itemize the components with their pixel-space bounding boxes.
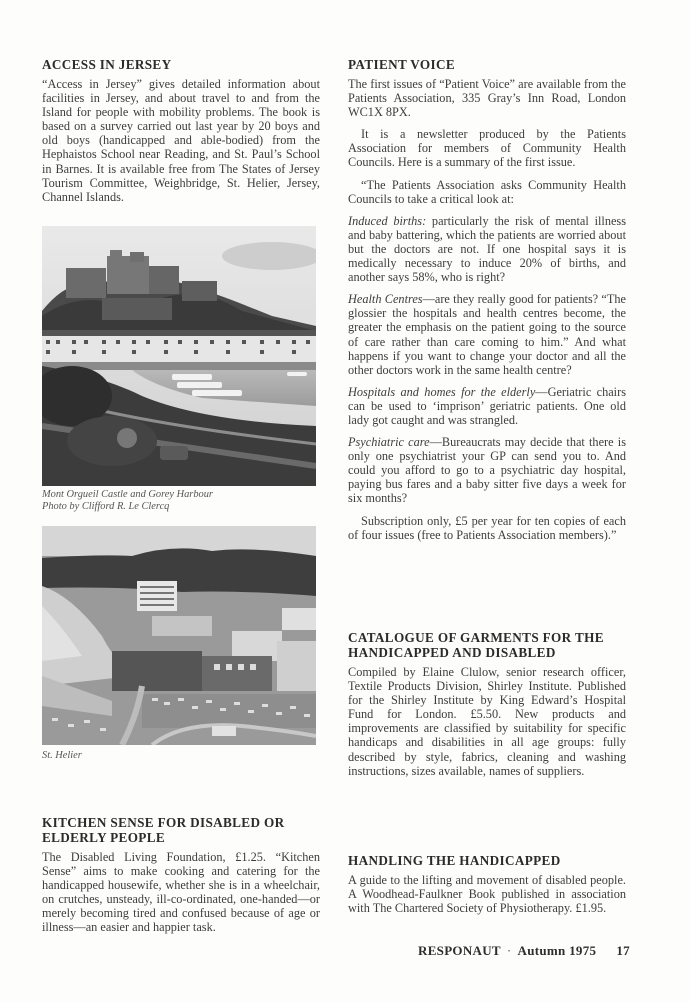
item-topic: Hospitals and homes for the elderly [348, 384, 536, 399]
item-topic: Health Centres [348, 292, 423, 307]
st-helier-aerial-image [42, 526, 316, 745]
page-footer [418, 943, 630, 959]
body-handling-the-handicapped: A guide to the lifting and movement of disabled people. A Woodhead-Faulkner Book published in association with The Chartered Society of Physiotherapy. £1.95. [348, 873, 626, 916]
heading-catalogue-of-garments [348, 630, 626, 660]
patient-voice-para-2: It is a newsletter produced by the Patients Association for members of Community Health Councils. Here is a summary of the first issue. [348, 127, 626, 170]
issue-date: Autumn 1975 [517, 943, 597, 958]
caption-line-credit: Photo by Clifford R. Le Clercq [42, 500, 170, 512]
patient-voice-item [348, 214, 626, 284]
heading-line-1: CATALOGUE OF GARMENTS FOR THE [348, 630, 604, 645]
photo-mont-orgueil-castle [42, 226, 316, 486]
patient-voice-item [348, 385, 626, 427]
photo-st-helier [42, 526, 316, 745]
patient-voice-para-3: “The Patients Association asks Community Health Councils to take a critical look at: [348, 177, 626, 206]
footer-separator: · [506, 943, 512, 958]
article-patient-voice [348, 57, 626, 550]
item-text: —Geriatric chairs can be used to ‘imprison’ geriatric patients. One old lady got caught and was strangled. [348, 384, 626, 427]
caption-line-title: Mont Orgueil Castle and Gorey Harbour [42, 489, 213, 500]
item-topic: Psychiatric care [348, 435, 430, 450]
caption-line-title: St. Helier [42, 750, 82, 761]
heading-line-2: HANDICAPPED AND DISABLED [348, 645, 556, 660]
caption-mont-orgueil [42, 489, 320, 512]
article-catalogue-of-garments [348, 630, 626, 786]
item-text: —are they really good for patients? “The glossier the hospitals and health centres become, the greater the emphasis on the patient going to the source of care rather than care coming to him.” And what happens if you want to change your doctor and all the other doctors work in the same health centre? [348, 292, 626, 377]
article-access-in-jersey [42, 57, 320, 212]
body-kitchen-sense: The Disabled Living Foundation, £1.25. “Kitchen Sense” aims to make cooking and catering for the handicapped housewife, whether she is in a wheelchair, on crutches, unsteady, ill-co-ordinated, one-handed—or merely becoming tired and confused because of age or illness—an easier and happier task. [42, 850, 320, 935]
article-handling-the-handicapped [348, 853, 626, 923]
caption-st-helier [42, 750, 320, 762]
item-text: particularly the risk of mental illness and baby battering, which the patients are worried about but the doctors are not. If one hospital says it is medically necessary to induce 20% of births, and another says 58%, who is right? [348, 213, 626, 285]
publication-name: RESPONAUT [418, 943, 501, 958]
heading-patient-voice: PATIENT VOICE [348, 57, 456, 72]
patient-voice-closing: Subscription only, £5 per year for ten copies of each of four issues (free to Patients Association members).” [348, 513, 626, 542]
heading-handling-the-handicapped: HANDLING THE HANDICAPPED [348, 853, 561, 868]
heading-kitchen-sense [42, 815, 320, 845]
item-text: —Bureaucrats may decide that there is only one psychiatrist your GP can send you to. And could you afford to go to a psychiatric day hospital, paying bus fares and a baby sitter five days a week for six months? [348, 435, 626, 506]
heading-access-in-jersey: ACCESS IN JERSEY [42, 57, 172, 72]
body-access-in-jersey: “Access in Jersey” gives detailed information about facilities in Jersey, and about travel to and from the Island for people with mobility problems. The book is based on a survey carried out last year by 20 boys and old boys (handicapped and able-bodied) from the Hephaistos School near Reading, and St. Paul’s School in Barnes. It is available free from The States of Jersey Tourism Committee, Weighbridge, St. Helier, Jersey, Channel Islands. [42, 77, 320, 204]
heading-line-2: ELDERLY PEOPLE [42, 830, 166, 845]
item-topic: Induced births: [348, 213, 427, 228]
heading-line-1: KITCHEN SENSE FOR DISABLED OR [42, 815, 285, 830]
patient-voice-item [348, 292, 626, 377]
patient-voice-para-1: The first issues of “Patient Voice” are available from the Patients Association, 335 Gray’s Inn Road, London WC1X 8PX. [348, 77, 626, 120]
article-kitchen-sense [42, 815, 320, 943]
patient-voice-item [348, 435, 626, 505]
page-number: 17 [616, 943, 630, 958]
castle-harbour-image [42, 226, 316, 486]
body-catalogue-of-garments: Compiled by Elaine Clulow, senior research officer, Textile Products Division, Shirley Institute. Published for the Shirley Institute by King Edward’s Hospital Fund for London. £5.50. New products and improvements are classified by suitability for specific handicaps and disabilities in all age groups: fully described by style, fabrics, cleaning and washing instructions, sizes available, names of suppliers. [348, 665, 626, 778]
